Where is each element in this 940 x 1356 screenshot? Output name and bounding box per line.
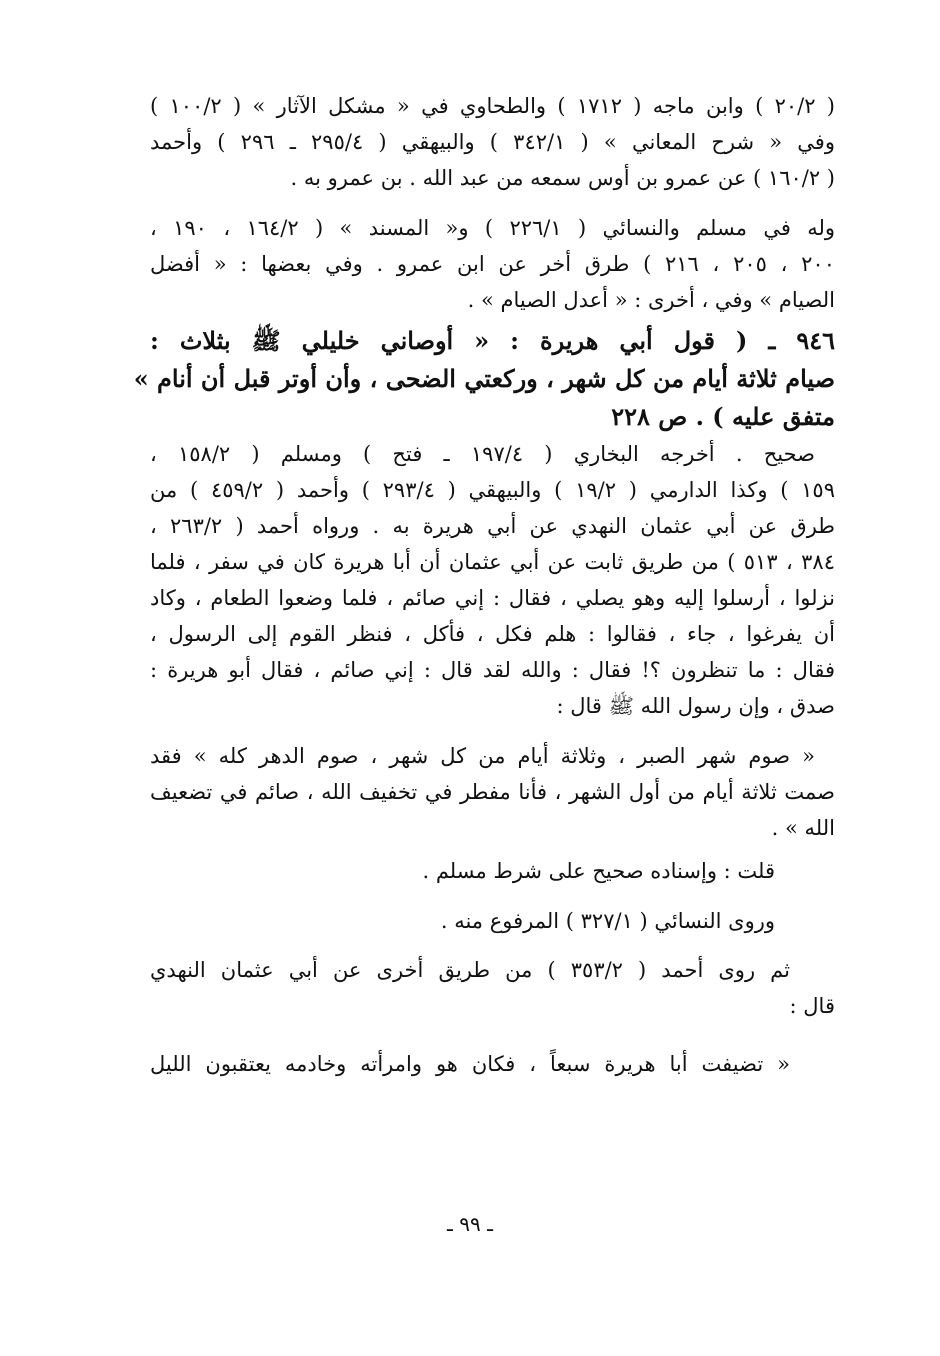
text-line: ١٥٩ ) وكذا الدارمي ( ١٩/٢ ) والبيهقي ( ٢٩٣/٤ ) وأحمد ( ٤٥٩/٢ ) من (150, 478, 835, 502)
text-line: « تضيفت أبا هريرة سبعاً ، فكان هو وامرأته وخادمه يعتقبون الليل (150, 1052, 790, 1076)
page-number: ـ ٩٩ ـ (447, 1212, 493, 1236)
text-line: ( ٢٠/٢ ) وابن ماجه ( ١٧١٢ ) والطحاوي في « مشكل الآثار » ( ١٠٠/٢ ) (150, 94, 835, 118)
text-line: وفي « شرح المعاني » ( ٣٤٢/١ ) والبيهقي ( ٢٩٥/٤ ـ ٢٩٦ ) وأحمد (150, 130, 835, 154)
hadith-heading: ٩٤٦ ـ ( قول أبي هريرة : « أوصاني خليلي ﷺ بثلاث : (150, 326, 835, 355)
text-line: صحيح . أخرجه البخاري ( ١٩٧/٤ ـ فتح ) ومسلم ( ١٥٨/٢ ، (150, 442, 815, 466)
paragraph-quote (150, 738, 835, 846)
text-line: ٣٨٤ ، ٥١٣ ) من طريق ثابت عن أبي عثمان أن أبا هريرة كان في سفر ، فلما (150, 550, 835, 574)
note-isnad: قلت : وإسناده صحيح على شرط مسلم . (422, 859, 775, 883)
text-line: قال : (789, 994, 835, 1018)
paragraph-ahmad (150, 952, 835, 1024)
text-line: نزلوا ، أرسلوا إليه وهو يصلي ، فقال : إني صائم ، فلما وضعوا الطعام ، وكاد (150, 586, 835, 610)
text-line: الله » . (771, 816, 835, 840)
page-body (133, 88, 836, 1082)
text-line: طرق عن أبي عثمان النهدي عن أبي هريرة به . ورواه أحمد ( ٢٦٣/٢ ، (150, 514, 836, 538)
text-line: أن يفرغوا ، جاء ، فقالوا : هلم فكل ، فأكل ، فنظر القوم إلى الرسول ، (150, 622, 835, 646)
text-line: « صوم شهر الصبر ، وثلاثة أيام من كل شهر ، صوم الدهر كله » فقد (150, 744, 815, 768)
paragraph-takhrij (150, 436, 835, 724)
text-line: ثم روى أحمد ( ٣٥٣/٢ ) من طريق أخرى عن أبي عثمان النهدي (150, 958, 790, 982)
hadith-reference: متفق عليه ) . ص ٢٢٨ (611, 402, 835, 431)
text-line: فقال : ما تنظرون ؟! فقال : والله لقد قال : إني صائم ، فقال أبو هريرة : (150, 658, 835, 682)
text-line: ٢٠٠ ، ٢٠٥ ، ٢١٦ ) طرق أخر عن ابن عمرو . وفي بعضها : « أفضل (150, 252, 835, 276)
text-line: ( ١٦٠/٢ ) عن عمرو بن أوس سمعه من عبد الله . بن عمرو به . (290, 166, 835, 190)
text-line: صمت ثلاثة أيام من أول الشهر ، فأنا مفطر في تخفيف الله ، صائم في تضعيف (150, 780, 835, 804)
note-nasai: وروى النسائي ( ٣٢٧/١ ) المرفوع منه . (440, 909, 775, 933)
hadith-946 (133, 322, 835, 436)
hadith-text: صيام ثلاثة أيام من كل شهر ، وركعتي الضحى ، وأن أوتر قبل أن أنام » (133, 364, 835, 393)
text-line: وله في مسلم والنسائي ( ٢٢٦/١ ) و« المسند » ( ١٦٤/٢ ، ١٩٠ ، (150, 216, 836, 240)
paragraph-sources-2 (150, 210, 835, 318)
paragraph-sources-1 (150, 88, 835, 196)
text-line: الصيام » وفي ، أخرى : « أعدل الصيام » . (467, 288, 835, 312)
paragraph-final (150, 1046, 835, 1082)
text-line: صدق ، وإن رسول الله ﷺ قال : (556, 694, 835, 718)
